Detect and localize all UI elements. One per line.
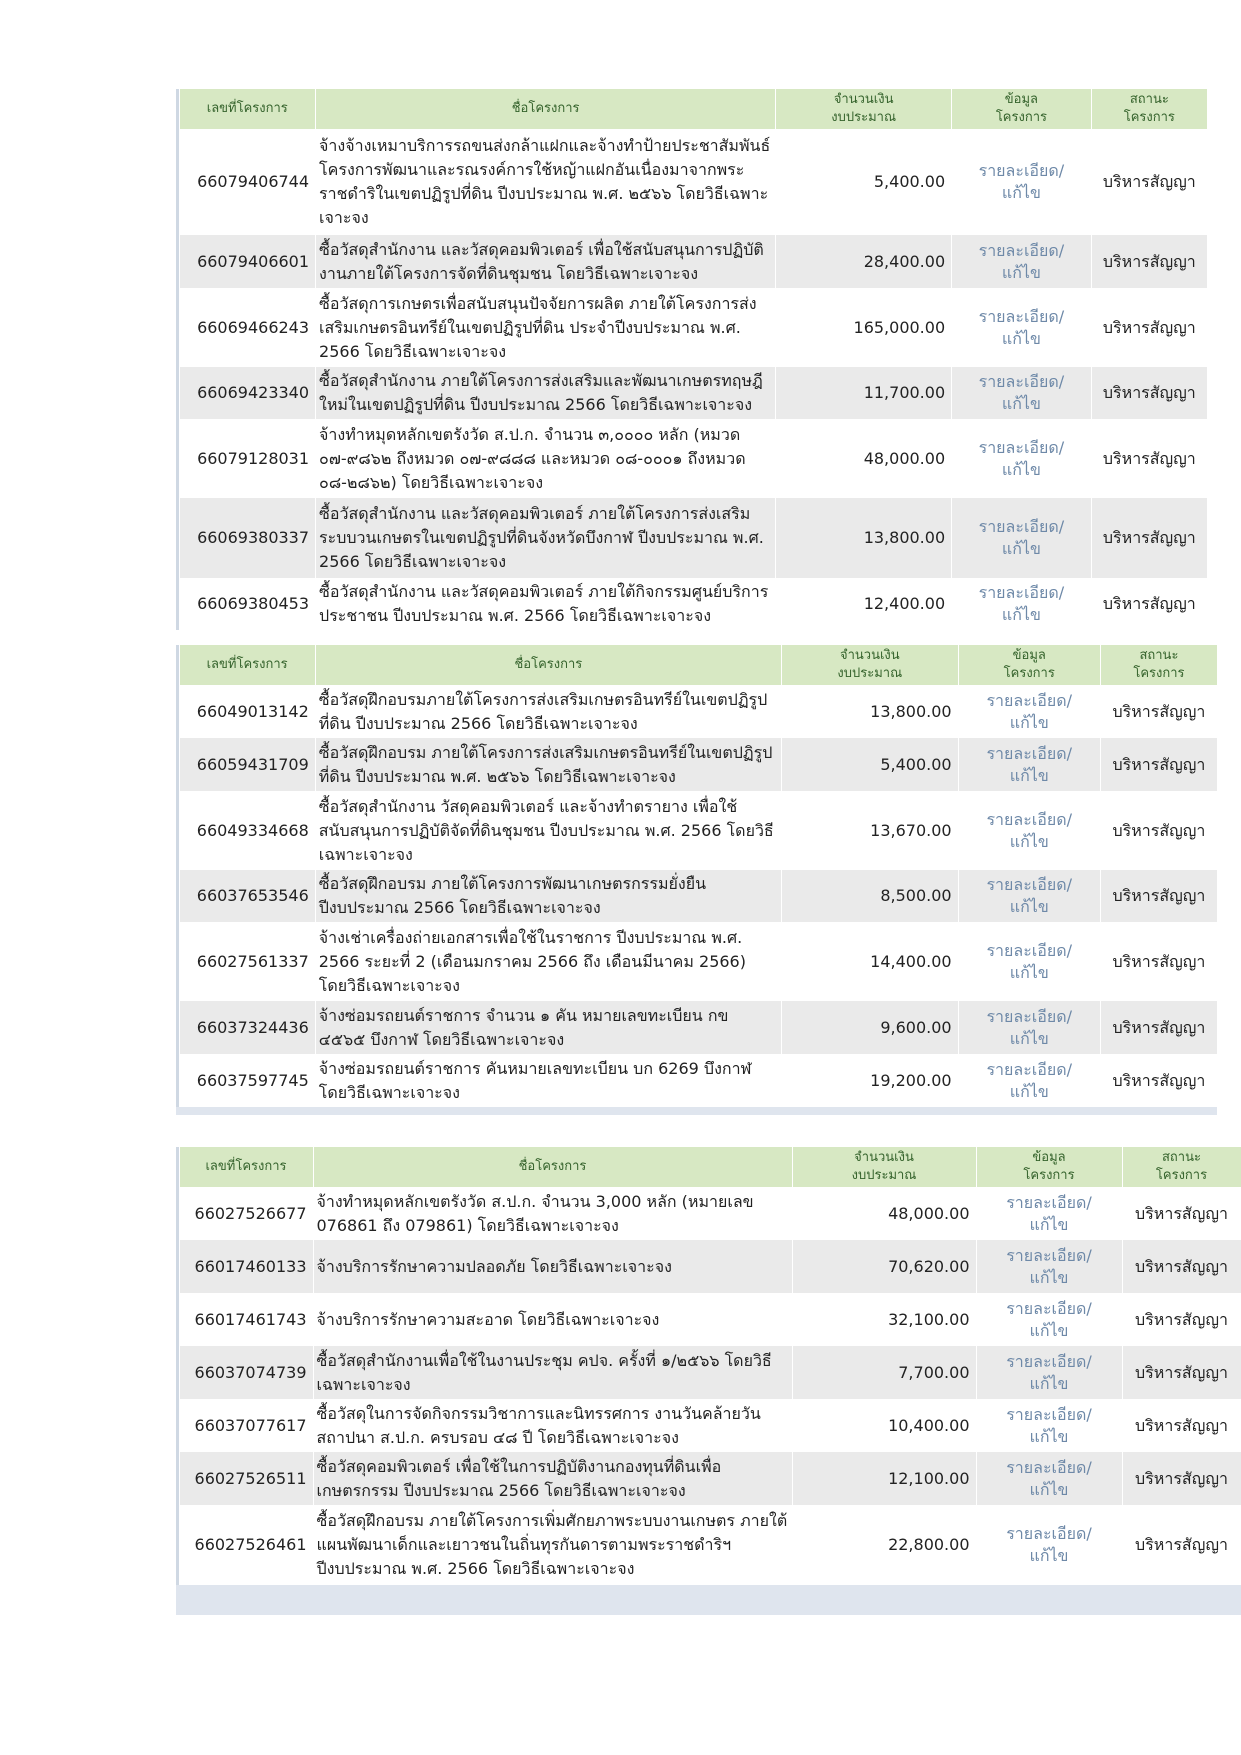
table-row xyxy=(176,870,1218,922)
details-edit-link[interactable]: รายละเอียด/ แก้ไข xyxy=(958,1054,1100,1107)
table-row xyxy=(176,498,1208,578)
details-edit-link[interactable]: รายละเอียด/ แก้ไข xyxy=(976,1187,1122,1240)
project-name: ซื้อวัสดุฝึกอบรม ภายใต้โครงการส่งเสริมเกษตรอินทรีย์ในเขตปฏิรูปที่ดิน ปีงบประมาณ พ.ศ. ๒๕๖๖ โดยวิธีเฉพาะเจาะจง xyxy=(315,738,781,791)
details-edit-link[interactable]: รายละเอียด/ แก้ไข xyxy=(976,1293,1122,1346)
table-row xyxy=(176,288,1208,367)
project-number: 66079406601 xyxy=(179,235,316,288)
details-edit-link[interactable]: รายละเอียด/ แก้ไข xyxy=(952,129,1092,235)
project-status: บริหารสัญญา xyxy=(1100,870,1217,922)
project-status: บริหารสัญญา xyxy=(1122,1505,1241,1585)
project-name: จ้างซ่อมรถยนต์ราชการ จำนวน ๑ คัน หมายเลขทะเบียน กข ๔๕๖๕ บึงกาฬ โดยวิธีเฉพาะเจาะจง xyxy=(315,1001,781,1054)
table-row xyxy=(176,1054,1218,1107)
table-row xyxy=(176,235,1208,288)
project-number: 66069423340 xyxy=(179,367,316,419)
details-edit-link[interactable]: รายละเอียด/ แก้ไข xyxy=(976,1452,1122,1505)
budget-amount: 165,000.00 xyxy=(776,288,952,367)
table-row xyxy=(176,1293,1241,1346)
project-number: 66037324436 xyxy=(179,1001,315,1054)
budget-amount: 13,670.00 xyxy=(782,791,959,870)
table-row xyxy=(176,685,1218,738)
budget-amount: 12,400.00 xyxy=(776,578,952,630)
header-project-status: สถานะ โครงการ xyxy=(1122,1147,1241,1187)
project-number: 66037653546 xyxy=(179,870,315,922)
table-row xyxy=(176,1187,1241,1240)
project-number: 66027526677 xyxy=(179,1187,313,1240)
table-row xyxy=(176,1505,1241,1585)
details-edit-link[interactable]: รายละเอียด/ แก้ไข xyxy=(958,870,1100,922)
project-status: บริหารสัญญา xyxy=(1091,288,1207,367)
project-status: บริหารสัญญา xyxy=(1100,685,1217,738)
table-row xyxy=(176,367,1208,419)
table-row xyxy=(176,1399,1241,1452)
budget-amount: 13,800.00 xyxy=(782,685,959,738)
project-status: บริหารสัญญา xyxy=(1091,498,1207,578)
project-status: บริหารสัญญา xyxy=(1100,922,1217,1001)
table-row xyxy=(176,1001,1218,1054)
table-row xyxy=(176,1346,1241,1399)
project-status: บริหารสัญญา xyxy=(1122,1399,1241,1452)
details-edit-link[interactable]: รายละเอียด/ แก้ไข xyxy=(976,1240,1122,1293)
table-row xyxy=(176,922,1218,1001)
project-number: 66017461743 xyxy=(179,1293,313,1346)
details-edit-link[interactable]: รายละเอียด/ แก้ไข xyxy=(958,685,1100,738)
project-status: บริหารสัญญา xyxy=(1100,1001,1217,1054)
project-name: จ้างเช่าเครื่องถ่ายเอกสารเพื่อใช้ในราชการ ปีงบประมาณ พ.ศ. 2566 ระยะที่ 2 (เดือนมกราคม 2566 ถึง เดือนมีนาคม 2566) โดยวิธีเฉพาะเจาะจง xyxy=(315,922,781,1001)
budget-amount: 5,400.00 xyxy=(776,129,952,235)
budget-amount: 70,620.00 xyxy=(792,1240,976,1293)
project-status: บริหารสัญญา xyxy=(1091,367,1207,419)
project-name: ซื้อวัสดุฝึกอบรม ภายใต้โครงการเพิ่มศักยภาพระบบงานเกษตร ภายใต้แผนพัฒนาเด็กและเยาวชนในถิ่นทุรกันดารตามพระราชดำริฯ ปีงบประมาณ พ.ศ. 2566 โดยวิธีเฉพาะเจาะจง xyxy=(313,1505,792,1585)
project-number: 66079406744 xyxy=(179,129,316,235)
project-status: บริหารสัญญา xyxy=(1100,791,1217,870)
header-project-no: เลขที่โครงการ xyxy=(179,89,316,129)
table-row xyxy=(176,578,1208,630)
details-edit-link[interactable]: รายละเอียด/ แก้ไข xyxy=(952,419,1092,498)
budget-amount: 14,400.00 xyxy=(782,922,959,1001)
budget-amount: 5,400.00 xyxy=(782,738,959,791)
details-edit-link[interactable]: รายละเอียด/ แก้ไข xyxy=(958,922,1100,1001)
project-number: 66027561337 xyxy=(179,922,315,1001)
table-header-row xyxy=(176,1147,1241,1187)
table-footer xyxy=(176,1585,1241,1615)
header-budget-amount: จำนวนเงิน งบประมาณ xyxy=(782,645,959,685)
project-name: จ้างบริการรักษาความสะอาด โดยวิธีเฉพาะเจาะจง xyxy=(313,1293,792,1346)
header-budget-amount: จำนวนเงิน งบประมาณ xyxy=(776,89,952,129)
table-row xyxy=(176,419,1208,498)
project-name: จ้างบริการรักษาความปลอดภัย โดยวิธีเฉพาะเจาะจง xyxy=(313,1240,792,1293)
details-edit-link[interactable]: รายละเอียด/ แก้ไข xyxy=(952,235,1092,288)
project-number: 66049013142 xyxy=(179,685,315,738)
project-name: ซื้อวัสดุสำนักงานเพื่อใช้ในงานประชุม คปจ. ครั้งที่ ๑/๒๕๖๖ โดยวิธีเฉพาะเจาะจง xyxy=(313,1346,792,1399)
header-project-info: ข้อมูล โครงการ xyxy=(976,1147,1122,1187)
table-footer xyxy=(176,1107,1218,1115)
project-status: บริหารสัญญา xyxy=(1122,1240,1241,1293)
project-name: ซื้อวัสดุฝึกอบรมภายใต้โครงการส่งเสริมเกษตรอินทรีย์ในเขตปฏิรูปที่ดิน ปีงบประมาณ 2566 โดยวิธีเฉพาะเจาะจง xyxy=(315,685,781,738)
project-number: 66069380453 xyxy=(179,578,316,630)
project-name: จ้างทำหมุดหลักเขตรังวัด ส.ป.ก. จำนวน ๓,๐๐๐๐ หลัก (หมวด ๐๗-๙๘๖๒ ถึงหมวด ๐๗-๙๘๘๘ และหมวด ๐๘-๐๐๐๑ ถึงหมวด ๐๘-๒๘๖๒) โดยวิธีเฉพาะเจาะจง xyxy=(316,419,776,498)
project-number: 66017460133 xyxy=(179,1240,313,1293)
project-number: 66069466243 xyxy=(179,288,316,367)
project-table-2 xyxy=(176,645,1218,1115)
project-name: จ้างซ่อมรถยนต์ราชการ คันหมายเลขทะเบียน บก 6269 บึงกาฬ โดยวิธีเฉพาะเจาะจง xyxy=(315,1054,781,1107)
budget-amount: 32,100.00 xyxy=(792,1293,976,1346)
project-number: 66027526511 xyxy=(179,1452,313,1505)
table-header-row xyxy=(176,645,1218,685)
project-number: 66049334668 xyxy=(179,791,315,870)
details-edit-link[interactable]: รายละเอียด/ แก้ไข xyxy=(952,288,1092,367)
budget-amount: 9,600.00 xyxy=(782,1001,959,1054)
project-name: ซื้อวัสดุสำนักงาน ภายใต้โครงการส่งเสริมและพัฒนาเกษตรทฤษฎีใหม่ในเขตปฏิรูปที่ดิน ปีงบประมาณ 2566 โดยวิธีเฉพาะเจาะจง xyxy=(316,367,776,419)
header-project-info: ข้อมูล โครงการ xyxy=(958,645,1100,685)
project-name: ซื้อวัสดุในการจัดกิจกรรมวิชาการและนิทรรศการ งานวันคล้ายวันสถาปนา ส.ป.ก. ครบรอบ ๔๘ ปี โดยวิธีเฉพาะเจาะจง xyxy=(313,1399,792,1452)
budget-amount: 11,700.00 xyxy=(776,367,952,419)
project-table-1 xyxy=(176,89,1208,630)
project-name: ซื้อวัสดุสำนักงาน วัสดุคอมพิวเตอร์ และจ้างทำตรายาง เพื่อใช้สนับสนุนการปฏิบัติจัดที่ดินชุมชน ปีงบประมาณ พ.ศ. 2566 โดยวิธีเฉพาะเจาะจง xyxy=(315,791,781,870)
budget-amount: 19,200.00 xyxy=(782,1054,959,1107)
details-edit-link[interactable]: รายละเอียด/ แก้ไข xyxy=(952,578,1092,630)
details-edit-link[interactable]: รายละเอียด/ แก้ไข xyxy=(958,1001,1100,1054)
table-row xyxy=(176,129,1208,235)
project-status: บริหารสัญญา xyxy=(1091,578,1207,630)
project-status: บริหารสัญญา xyxy=(1122,1187,1241,1240)
details-edit-link[interactable]: รายละเอียด/ แก้ไข xyxy=(958,738,1100,791)
project-name: ซื้อวัสดุฝึกอบรม ภายใต้โครงการพัฒนาเกษตรกรรมยั่งยืน ปีงบประมาณ 2566 โดยวิธีเฉพาะเจาะจง xyxy=(315,870,781,922)
project-name: ซื้อวัสดุคอมพิวเตอร์ เพื่อใช้ในการปฏิบัติงานกองทุนที่ดินเพื่อเกษตรกรรม ปีงบประมาณ 2566 โดยวิธีเฉพาะเจาะจง xyxy=(313,1452,792,1505)
project-number: 66037597745 xyxy=(179,1054,315,1107)
project-name: ซื้อวัสดุสำนักงาน และวัสดุคอมพิวเตอร์ ภายใต้โครงการส่งเสริมระบบวนเกษตรในเขตปฏิรูปที่ดินจังหวัดบึงกาฬ ปีงบประมาณ พ.ศ. 2566 โดยวิธีเฉพาะเจาะจง xyxy=(316,498,776,578)
table-row xyxy=(176,738,1218,791)
budget-amount: 28,400.00 xyxy=(776,235,952,288)
budget-amount: 22,800.00 xyxy=(792,1505,976,1585)
project-name: ซื้อวัสดุสำนักงาน และวัสดุคอมพิวเตอร์ เพื่อใช้สนับสนุนการปฏิบัติงานภายใต้โครงการจัดที่ดินชุมชน โดยวิธีเฉพาะเจาะจง xyxy=(316,235,776,288)
header-project-name: ชื่อโครงการ xyxy=(316,89,776,129)
project-number: 66069380337 xyxy=(179,498,316,578)
table-header-row xyxy=(176,89,1208,129)
table-row xyxy=(176,1240,1241,1293)
project-status: บริหารสัญญา xyxy=(1122,1293,1241,1346)
details-edit-link[interactable]: รายละเอียด/ แก้ไข xyxy=(952,498,1092,578)
header-budget-amount: จำนวนเงิน งบประมาณ xyxy=(792,1147,976,1187)
header-project-status: สถานะ โครงการ xyxy=(1091,89,1207,129)
details-edit-link[interactable]: รายละเอียด/ แก้ไข xyxy=(976,1346,1122,1399)
budget-amount: 7,700.00 xyxy=(792,1346,976,1399)
project-status: บริหารสัญญา xyxy=(1091,129,1207,235)
project-number: 66037077617 xyxy=(179,1399,313,1452)
budget-amount: 8,500.00 xyxy=(782,870,959,922)
project-status: บริหารสัญญา xyxy=(1100,1054,1217,1107)
project-name: ซื้อวัสดุการเกษตรเพื่อสนับสนุนปัจจัยการผลิต ภายใต้โครงการส่งเสริมเกษตรอินทรีย์ในเขตปฏิรูปที่ดิน ประจำปีงบประมาณ พ.ศ. 2566 โดยวิธีเฉพาะเจาะจง xyxy=(316,288,776,367)
project-number: 66059431709 xyxy=(179,738,315,791)
project-table-3 xyxy=(176,1147,1241,1615)
budget-amount: 13,800.00 xyxy=(776,498,952,578)
table-footer-row xyxy=(176,1585,1241,1615)
header-project-name: ชื่อโครงการ xyxy=(313,1147,792,1187)
header-project-no: เลขที่โครงการ xyxy=(179,1147,313,1187)
project-status: บริหารสัญญา xyxy=(1122,1452,1241,1505)
details-edit-link[interactable]: รายละเอียด/ แก้ไข xyxy=(952,367,1092,419)
header-project-name: ชื่อโครงการ xyxy=(315,645,781,685)
project-status: บริหารสัญญา xyxy=(1091,419,1207,498)
header-project-no: เลขที่โครงการ xyxy=(179,645,315,685)
budget-amount: 48,000.00 xyxy=(776,419,952,498)
project-number: 66027526461 xyxy=(179,1505,313,1585)
project-name: ซื้อวัสดุสำนักงาน และวัสดุคอมพิวเตอร์ ภายใต้กิจกรรมศูนย์บริการประชาชน ปีงบประมาณ พ.ศ. 2566 โดยวิธีเฉพาะเจาะจง xyxy=(316,578,776,630)
table-footer-row xyxy=(176,1107,1218,1115)
project-name: จ้างจ้างเหมาบริการรถขนส่งกล้าแฝกและจ้างทำป้ายประชาสัมพันธ์ โครงการพัฒนาและรณรงค์การใช้หญ้าแฝกอันเนื่องมาจากพระราชดำริในเขตปฏิรูปที่ดิน ปีงบประมาณ พ.ศ. ๒๕๖๖ โดยวิธีเฉพาะเจาะจง xyxy=(316,129,776,235)
project-number: 66037074739 xyxy=(179,1346,313,1399)
header-project-status: สถานะ โครงการ xyxy=(1100,645,1217,685)
project-name: จ้างทำหมุดหลักเขตรังวัด ส.ป.ก. จำนวน 3,000 หลัก (หมายเลข 076861 ถึง 079861) โดยวิธีเฉพาะเจาะจง xyxy=(313,1187,792,1240)
budget-amount: 12,100.00 xyxy=(792,1452,976,1505)
budget-amount: 10,400.00 xyxy=(792,1399,976,1452)
header-project-info: ข้อมูล โครงการ xyxy=(952,89,1092,129)
details-edit-link[interactable]: รายละเอียด/ แก้ไข xyxy=(976,1399,1122,1452)
details-edit-link[interactable]: รายละเอียด/ แก้ไข xyxy=(958,791,1100,870)
project-number: 66079128031 xyxy=(179,419,316,498)
budget-amount: 48,000.00 xyxy=(792,1187,976,1240)
project-table-3-clip xyxy=(176,1147,1241,1617)
table-row xyxy=(176,1452,1241,1505)
project-status: บริหารสัญญา xyxy=(1091,235,1207,288)
project-status: บริหารสัญญา xyxy=(1122,1346,1241,1399)
table-row xyxy=(176,791,1218,870)
details-edit-link[interactable]: รายละเอียด/ แก้ไข xyxy=(976,1505,1122,1585)
project-status: บริหารสัญญา xyxy=(1100,738,1217,791)
